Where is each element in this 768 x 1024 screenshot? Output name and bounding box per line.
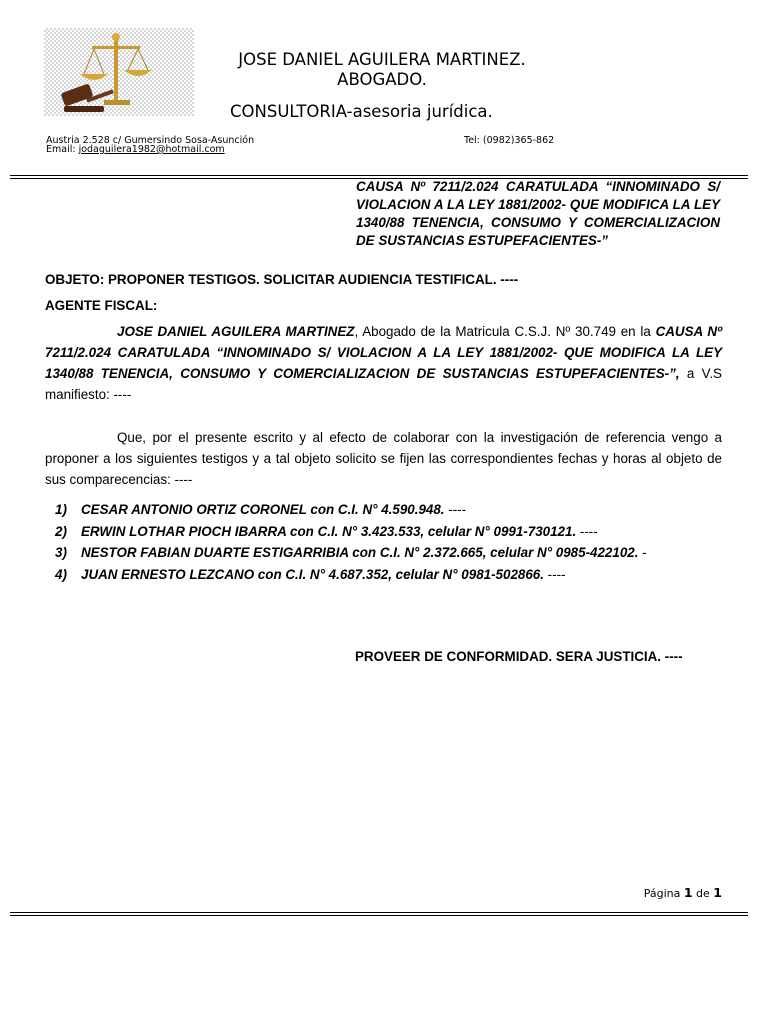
phone-line: Tel: (0982)365-862 [464,135,555,146]
closing-line: PROVEER DE CONFORMIDAD. SERA JUSTICIA. ---- [355,649,683,664]
witness-text: CESAR ANTONIO ORTIZ CORONEL con C.I. N° 4.590.948. [81,502,445,517]
total-pages: 1 [713,885,722,900]
email-link[interactable]: jodaguilera1982@hotmail.com [78,144,225,155]
body-paragraph [45,427,722,490]
witness-tail: ---- [543,567,566,582]
witness-number: 3) [55,545,67,560]
witness-number: 4) [55,567,67,582]
witness-number: 1) [55,502,67,517]
email-label: Email: [46,144,79,155]
body-paragraph-text: Que, por el presente escrito y al efecto de colaborar con la investigación de referencia vengo a proponer a los siguientes testigos y a tal objeto solicito se fijen las correspondientes fechas y horas al objeto de sus comparecencias: ---- [45,430,722,487]
witness-text: JUAN ERNESTO LEZCANO con C.I. N° 4.687.352, celular N° 0981-502866. [81,567,544,582]
footer-divider [10,912,748,916]
intro-text-1: , Abogado de la Matricula C.S.J. Nº 30.749 en la [354,324,656,339]
witness-tail: ---- [576,524,598,539]
lawyer-name: JOSE DANIEL AGUILERA MARTINEZ. [238,50,526,69]
intro-causa: CAUSA Nº 7211/2.024 CARATULADA “INNOMINADO S/ VIOLACION A LA LEY 1881/2002- QUE MODIFICA LA LEY 1340/88 TENENCIA, CONSUMO Y COMERCIALIZACION DE SUSTANCIAS ESTUPEFACIENTES-”, [45,324,722,381]
witness-item [45,502,466,517]
letterhead-name [190,50,574,90]
lawyer-title: ABOGADO. [337,70,427,89]
scales-of-justice-icon [44,28,194,116]
page-number [644,885,722,900]
witness-item [45,524,598,539]
witness-number: 2) [55,524,67,539]
intro-text-2: a V.S manifiesto: ---- [45,366,722,402]
witness-tail: - [638,545,647,560]
witness-tail: ---- [444,502,467,517]
witness-item [45,545,647,560]
witness-text: NESTOR FABIAN DUARTE ESTIGARRIBIA con C.I. N° 2.372.665, celular N° 0985-422102. [81,545,639,560]
page-label: Página [643,887,684,900]
causa-heading: CAUSA Nº 7211/2.024 CARATULADA “INNOMINADO S/ VIOLACION A LA LEY 1881/2002- QUE MODIFICA LA LEY 1340/88 TENENCIA, CONSUMO Y COMERCIALIZACION DE SUSTANCIAS ESTUPEFACIENTES-” [356,179,720,248]
of-label: de [692,887,714,900]
objeto-line: OBJETO: PROPONER TESTIGOS. SOLICITAR AUDIENCIA TESTIFICAL. ---- [45,272,519,287]
intro-paragraph [45,321,722,405]
email-line [46,144,225,155]
intro-lawyer-name: JOSE DANIEL AGUILERA MARTINEZ [117,324,355,339]
agente-fiscal-line: AGENTE FISCAL: [45,298,158,313]
witness-item [45,567,566,582]
consultoria-line: CONSULTORIA-asesoria jurídica. [230,102,493,121]
witness-text: ERWIN LOTHAR PIOCH IBARRA con C.I. N° 3.423.533, celular N° 0991-730121. [81,524,577,539]
address-line: Austria 2.528 c/ Gumersindo Sosa-Asunción [46,135,255,146]
current-page: 1 [683,885,693,900]
